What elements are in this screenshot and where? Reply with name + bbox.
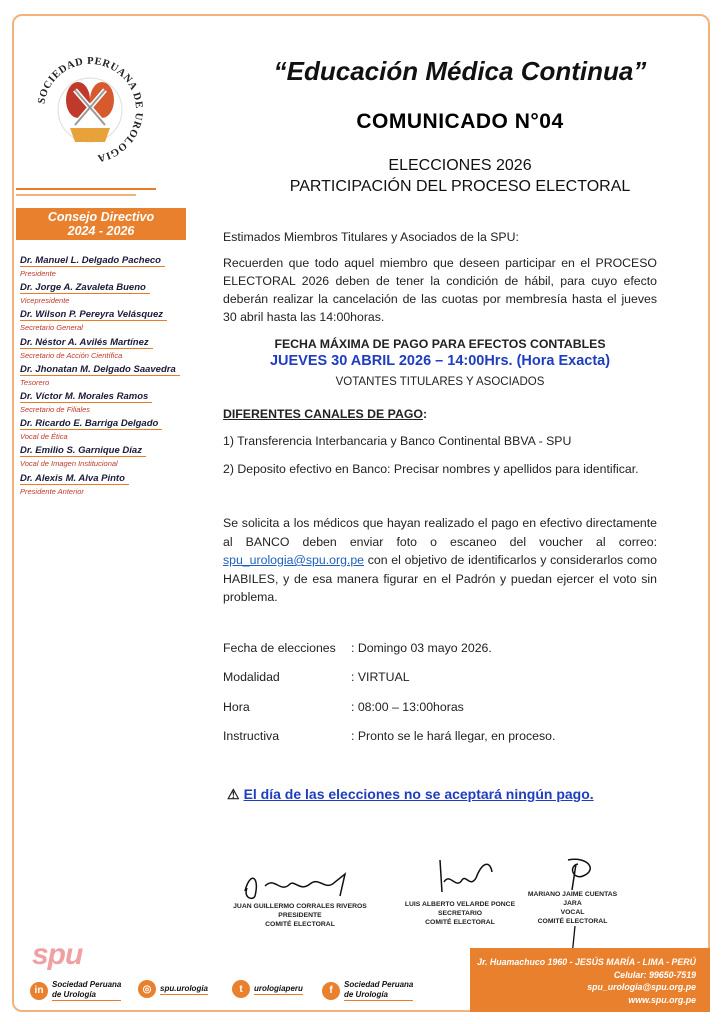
footer-contact: Jr. Huamachuco 1960 - JESÚS MARÍA - LIMA - PERÚ Celular: 99650-7519 spu_urologia@spu.org.pe www.spu.org.pe (477, 957, 696, 1005)
facebook-icon: f (322, 982, 340, 1000)
election-info-row (223, 729, 555, 743)
spu-brand: spu (32, 938, 83, 971)
social-instagram[interactable]: ◎ spu.urologia (138, 980, 208, 998)
social-twitter[interactable]: t urologiaperu (232, 980, 303, 998)
member-role: Secretario General (20, 323, 83, 333)
info-value: : Domingo 03 mayo 2026. (351, 641, 492, 655)
member-role: Secretario de Acción Científica (20, 350, 123, 360)
signature-president: JUAN GUILLERMO CORRALES RIVEROS PRESIDENTE COMITÉ ELECTORAL (225, 866, 375, 929)
member-role: Vicepresidente (20, 296, 70, 306)
channels-heading: DIFERENTES CANALES DE PAGO: (223, 407, 428, 421)
member-role: Presidente (20, 269, 56, 278)
info-value: : VIRTUAL (351, 670, 410, 684)
warning-message: ⚠ El día de las elecciones no se aceptará ningún pago. (227, 786, 594, 802)
signature-scribble (235, 866, 365, 902)
council-member (20, 386, 195, 413)
council-member (20, 468, 195, 495)
council-member (20, 277, 195, 304)
social-linkedin[interactable]: in Sociedad Peruana de Urología (30, 980, 121, 1001)
logo-divider (16, 194, 136, 196)
council-header: Consejo Directivo 2024 - 2026 (16, 208, 186, 240)
communique-number: COMUNICADO N°04 (356, 110, 564, 133)
paragraph-2: Se solicita a los médicos que hayan realizado el pago en efectivo directamente al BANCO deben enviar foto o escaneo del voucher al correo: spu_urologia@spu.org.pe con el objetivo de identificarlos y considerarlos como HABILES, y de esa manera figurar en el Padrón y puedan ejercer el voto sin problema. (223, 516, 657, 604)
member-role: Tesorero (20, 377, 50, 387)
member-name: Dr. Víctor M. Morales Ramos (20, 391, 152, 403)
member-name: Dr. Manuel L. Delgado Pacheco (20, 255, 165, 267)
election-info-row (223, 700, 464, 714)
member-name: Dr. Emilio S. Garnique Díaz (20, 445, 146, 457)
deadline-heading: FECHA MÁXIMA DE PAGO PARA EFECTOS CONTABLES (274, 337, 606, 351)
member-role: Presidente Anterior (20, 486, 84, 496)
signature-vocal: MARIANO JAIME CUENTAS JARA VOCAL COMITÉ ELECTORAL (525, 856, 620, 966)
spu-logo (30, 50, 150, 170)
member-name: Dr. Wilson P. Pereyra Velásquez (20, 309, 167, 321)
logo-divider (16, 188, 156, 190)
twitter-icon: t (232, 980, 250, 998)
council-member (20, 440, 195, 467)
channel-1: 1) Transferencia Interbancaria y Banco Continental BBVA - SPU (223, 434, 572, 448)
member-name: Dr. Jhonatan M. Delgado Saavedra (20, 364, 180, 376)
deadline-voters: VOTANTES TITULARES Y ASOCIADOS (335, 376, 545, 388)
council-member (20, 304, 195, 331)
info-value: : Pronto se le hará llegar, en proceso. (351, 729, 556, 743)
paragraph-1: Recuerden que todo aquel miembro que deseen participar en el PROCESO ELECTORAL 2026 deben de tener la condición de hábil, para cuyo efecto deberán realizar la cancelación de las cuotas por membresía hasta el jueves 30 abril hasta las 14:00horas. (223, 256, 657, 324)
info-value: : 08:00 – 13:00horas (351, 700, 464, 714)
member-name: Dr. Néstor A. Avilés Martínez (20, 337, 153, 349)
signature-secretary: LUIS ALBERTO VELARDE PONCE SECRETARIO COMITÉ ELECTORAL (395, 852, 525, 927)
member-name: Dr. Jorge A. Zavaleta Bueno (20, 282, 150, 294)
info-label: Modalidad (223, 670, 280, 684)
svg-text:SOCIEDAD PERUANA DE UROLOGIA: SOCIEDAD PERUANA DE UROLOGIA (36, 55, 145, 164)
council-members (20, 250, 195, 495)
member-name: Dr. Ricardo E. Barriga Delgado (20, 418, 162, 430)
election-info-row (223, 670, 410, 684)
social-facebook[interactable]: f Sociedad Peruana de Urología (322, 980, 413, 1001)
election-info-row (223, 641, 492, 655)
greeting: Estimados Miembros Titulares y Asociados de la SPU: (223, 230, 519, 244)
member-role: Vocal de Imagen Institucional (20, 459, 118, 469)
member-role: Vocal de Ética (20, 432, 68, 442)
council-member (20, 332, 195, 359)
page-title: “Educación Médica Continua” (273, 56, 647, 86)
council-member (20, 413, 195, 440)
signature-scribble (420, 852, 500, 900)
linkedin-icon: in (30, 982, 48, 1000)
subtitle: ELECCIONES 2026 PARTICIPACIÓN DEL PROCESO ELECTORAL (289, 157, 631, 195)
member-name: Dr. Alexis M. Alva Pinto (20, 473, 129, 485)
deadline-date: JUEVES 30 ABRIL 2026 – 14:00Hrs. (Hora Exacta) (269, 353, 611, 369)
email-link[interactable]: spu_urologia@spu.org.pe (223, 553, 365, 567)
channel-2: 2) Deposito efectivo en Banco: Precisar nombres y apellidos para identificar. (223, 462, 639, 476)
info-label: Instructiva (223, 729, 280, 743)
info-label: Hora (223, 700, 250, 714)
member-role: Secretario de Filiales (20, 404, 91, 414)
council-member (20, 359, 195, 386)
signature-scribble (538, 856, 608, 890)
info-label: Fecha de elecciones (223, 641, 336, 655)
instagram-icon: ◎ (138, 980, 156, 998)
council-member (20, 250, 195, 277)
warning-icon: ⚠ (227, 786, 240, 802)
